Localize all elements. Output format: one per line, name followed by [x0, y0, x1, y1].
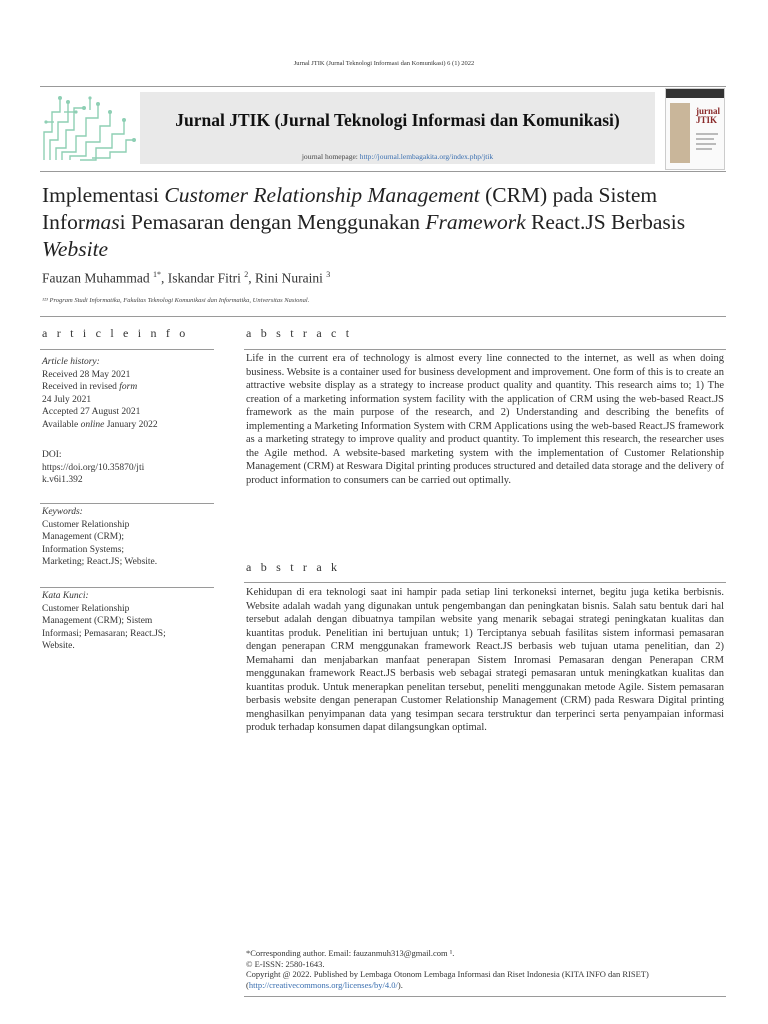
- article-history: [42, 356, 214, 431]
- kata-kunci-label: Kata Kunci:: [42, 591, 89, 601]
- cover-text: jurnal JTIK: [696, 106, 721, 125]
- revised-line: Received in revised form: [42, 382, 138, 392]
- affiliation: ¹²³ Program Studi Informatika, Fakultas Teknologi Komunikasi dan Informatika, Universitas Nasional.: [42, 297, 310, 304]
- keyword-line: Marketing; React.JS; Website.: [42, 557, 158, 567]
- kata-kunci-line: Customer Relationship: [42, 603, 130, 614]
- abstract-heading: a b s t r a c t: [246, 326, 353, 340]
- history-label: Article history:: [42, 357, 100, 367]
- cover-photo: [670, 103, 690, 163]
- available-line: Available online January 2022: [42, 419, 158, 430]
- kata-kunci-line: Management (CRM); Sistem: [42, 616, 153, 626]
- license-line: (http://creativecommons.org/licenses/by/4.0/).: [246, 979, 403, 990]
- header-divider: [40, 316, 726, 317]
- homepage-link[interactable]: http://journal.lembagakita.org/index.php/jtik: [359, 152, 494, 161]
- keyword-line: Customer Relationship: [42, 519, 130, 530]
- abstract-text: Life in the current era of technology is almost every line connected to the internet, as well as when doing business. Website is a container used for business development and improvement. One form of this is to create an attractive website display as a strategy to increase product quality and quantity. This research aims to; 1) The creation of a marketing information system facility with the application of CRM using the web-based React.JS framework as the main purpose of the research, and 2) Understanding and describing the benefits of implementing a Marketing Information System with CRM Applications using the web-based React.JS framework as a marketing strategy to improve quality and product quantity. To implement this research, the researcher uses the Agile method. A website-based marketing system with the implementation of Customer Relationship Management (CRM) at Reswara Digital printing produces structured and detailed data storage and the delivery of product information to consumers can be carried out optimally.: [246, 353, 724, 486]
- doi-block: [42, 449, 214, 487]
- abstrak-divider: [244, 582, 726, 583]
- circuit-logo-icon: [40, 92, 138, 164]
- kata-kunci-line: Website.: [42, 641, 75, 651]
- kata-kunci-line: Informasi; Pemasaran; React.JS;: [42, 628, 166, 639]
- eissn: © E-ISSN: 2580-1643.: [246, 958, 325, 969]
- kata-kunci-block: [42, 590, 214, 653]
- journal-cover-thumbnail: [665, 88, 725, 170]
- accepted-date: Accepted 27 August 2021: [42, 407, 141, 417]
- abstract-divider: [244, 349, 726, 350]
- copyright: Copyright @ 2022. Published by Lembaga Otonom Lembaga Informasi dan Riset Indonesia (KITA INFO dan RISET): [246, 969, 649, 979]
- license-link[interactable]: http://creativecommons.org/licenses/by/4.0/: [248, 979, 398, 990]
- author-list: Fauzan Muhammad $^{1*}$, Iskandar Fitri $^2$, Rini Nuraini $^3$: [42, 270, 331, 286]
- article-info-divider: [40, 349, 214, 350]
- keywords-label: Keywords:: [42, 507, 83, 517]
- journal-banner: [40, 86, 726, 170]
- homepage-label: journal homepage:: [301, 152, 358, 161]
- abstrak-heading: a b s t r a k: [246, 560, 341, 574]
- journal-homepage: [140, 152, 655, 161]
- keyword-line: Information Systems;: [42, 544, 125, 555]
- keyword-line: Management (CRM);: [42, 532, 125, 542]
- keywords-divider: [40, 503, 214, 504]
- cover-top-band: [666, 89, 724, 98]
- doi-link-cont[interactable]: k.v6i1.392: [42, 475, 83, 485]
- corresponding-author: *Corresponding author. Email: fauzanmuh313@gmail.com ¹.: [246, 948, 455, 958]
- footnote: [246, 948, 726, 990]
- revised-date: 24 July 2021: [42, 394, 92, 405]
- doi-link[interactable]: https://doi.org/10.35870/jti: [42, 462, 145, 473]
- footer-divider: [244, 996, 726, 997]
- abstrak-text: Kehidupan di era teknologi saat ini hampir pada setiap lini terkoneksi internet, begitu juga ketika berbisnis. Website adalah wadah yang digunakan untuk pengembangan dan peningkatan bisnis. Salah satu bentuk dari hal tersebut adalah dengan dibuatnya tampilan website yang menarik sebagai strategi peningkatan kualitas dan kuantitas produk. Penelitian ini bertujuan untuk; 1) Terciptanya sebuah fasilitas sistem informasi pemasaran dengan penerapan CRM menggunakan framework React.JS berbasis web tujuan utama penelitian, dan 2) Memahami dan menjabarkan manfaat penerapan Sistem Inromasi Pemasaran dengan Penerapan CRM menggunakan framework React.JS berbasis web sebagai strategi pemasaran untuk meningkatkan kualitas dan kuantitas produk. Untuk menerapkan penelitan tersebut, peneliti menggunakan metode Agile. Sistem pemasaran berbasis website dengan penerapan Customer Relationship Management (CRM) pada Reswara Digital printing menghasilkan penyimpanan data yang tesimpan secara terstruktur dan terperinci serta penyampaian informasi produk terhadap konsumen dapat dilangsungkan optimal.: [246, 587, 724, 733]
- article-info-heading: a r t i c l e i n f o: [42, 326, 189, 340]
- running-head: Jurnal JTIK (Jurnal Teknologi Informasi dan Komunikasi) 6 (1) 2022: [293, 60, 475, 67]
- doi-label: DOI:: [42, 450, 62, 460]
- received-date: Received 28 May 2021: [42, 369, 131, 380]
- keywords-block: [42, 506, 214, 569]
- paper-title: Implementasi Customer Relationship Management (CRM) pada Sistem Informasi Pemasaran dengan Menggunakan Framework React.JS Berbasis Website: [42, 183, 686, 261]
- kata-kunci-divider: [40, 587, 214, 588]
- journal-title: Jurnal JTIK (Jurnal Teknologi Informasi dan Komunikasi): [175, 110, 620, 130]
